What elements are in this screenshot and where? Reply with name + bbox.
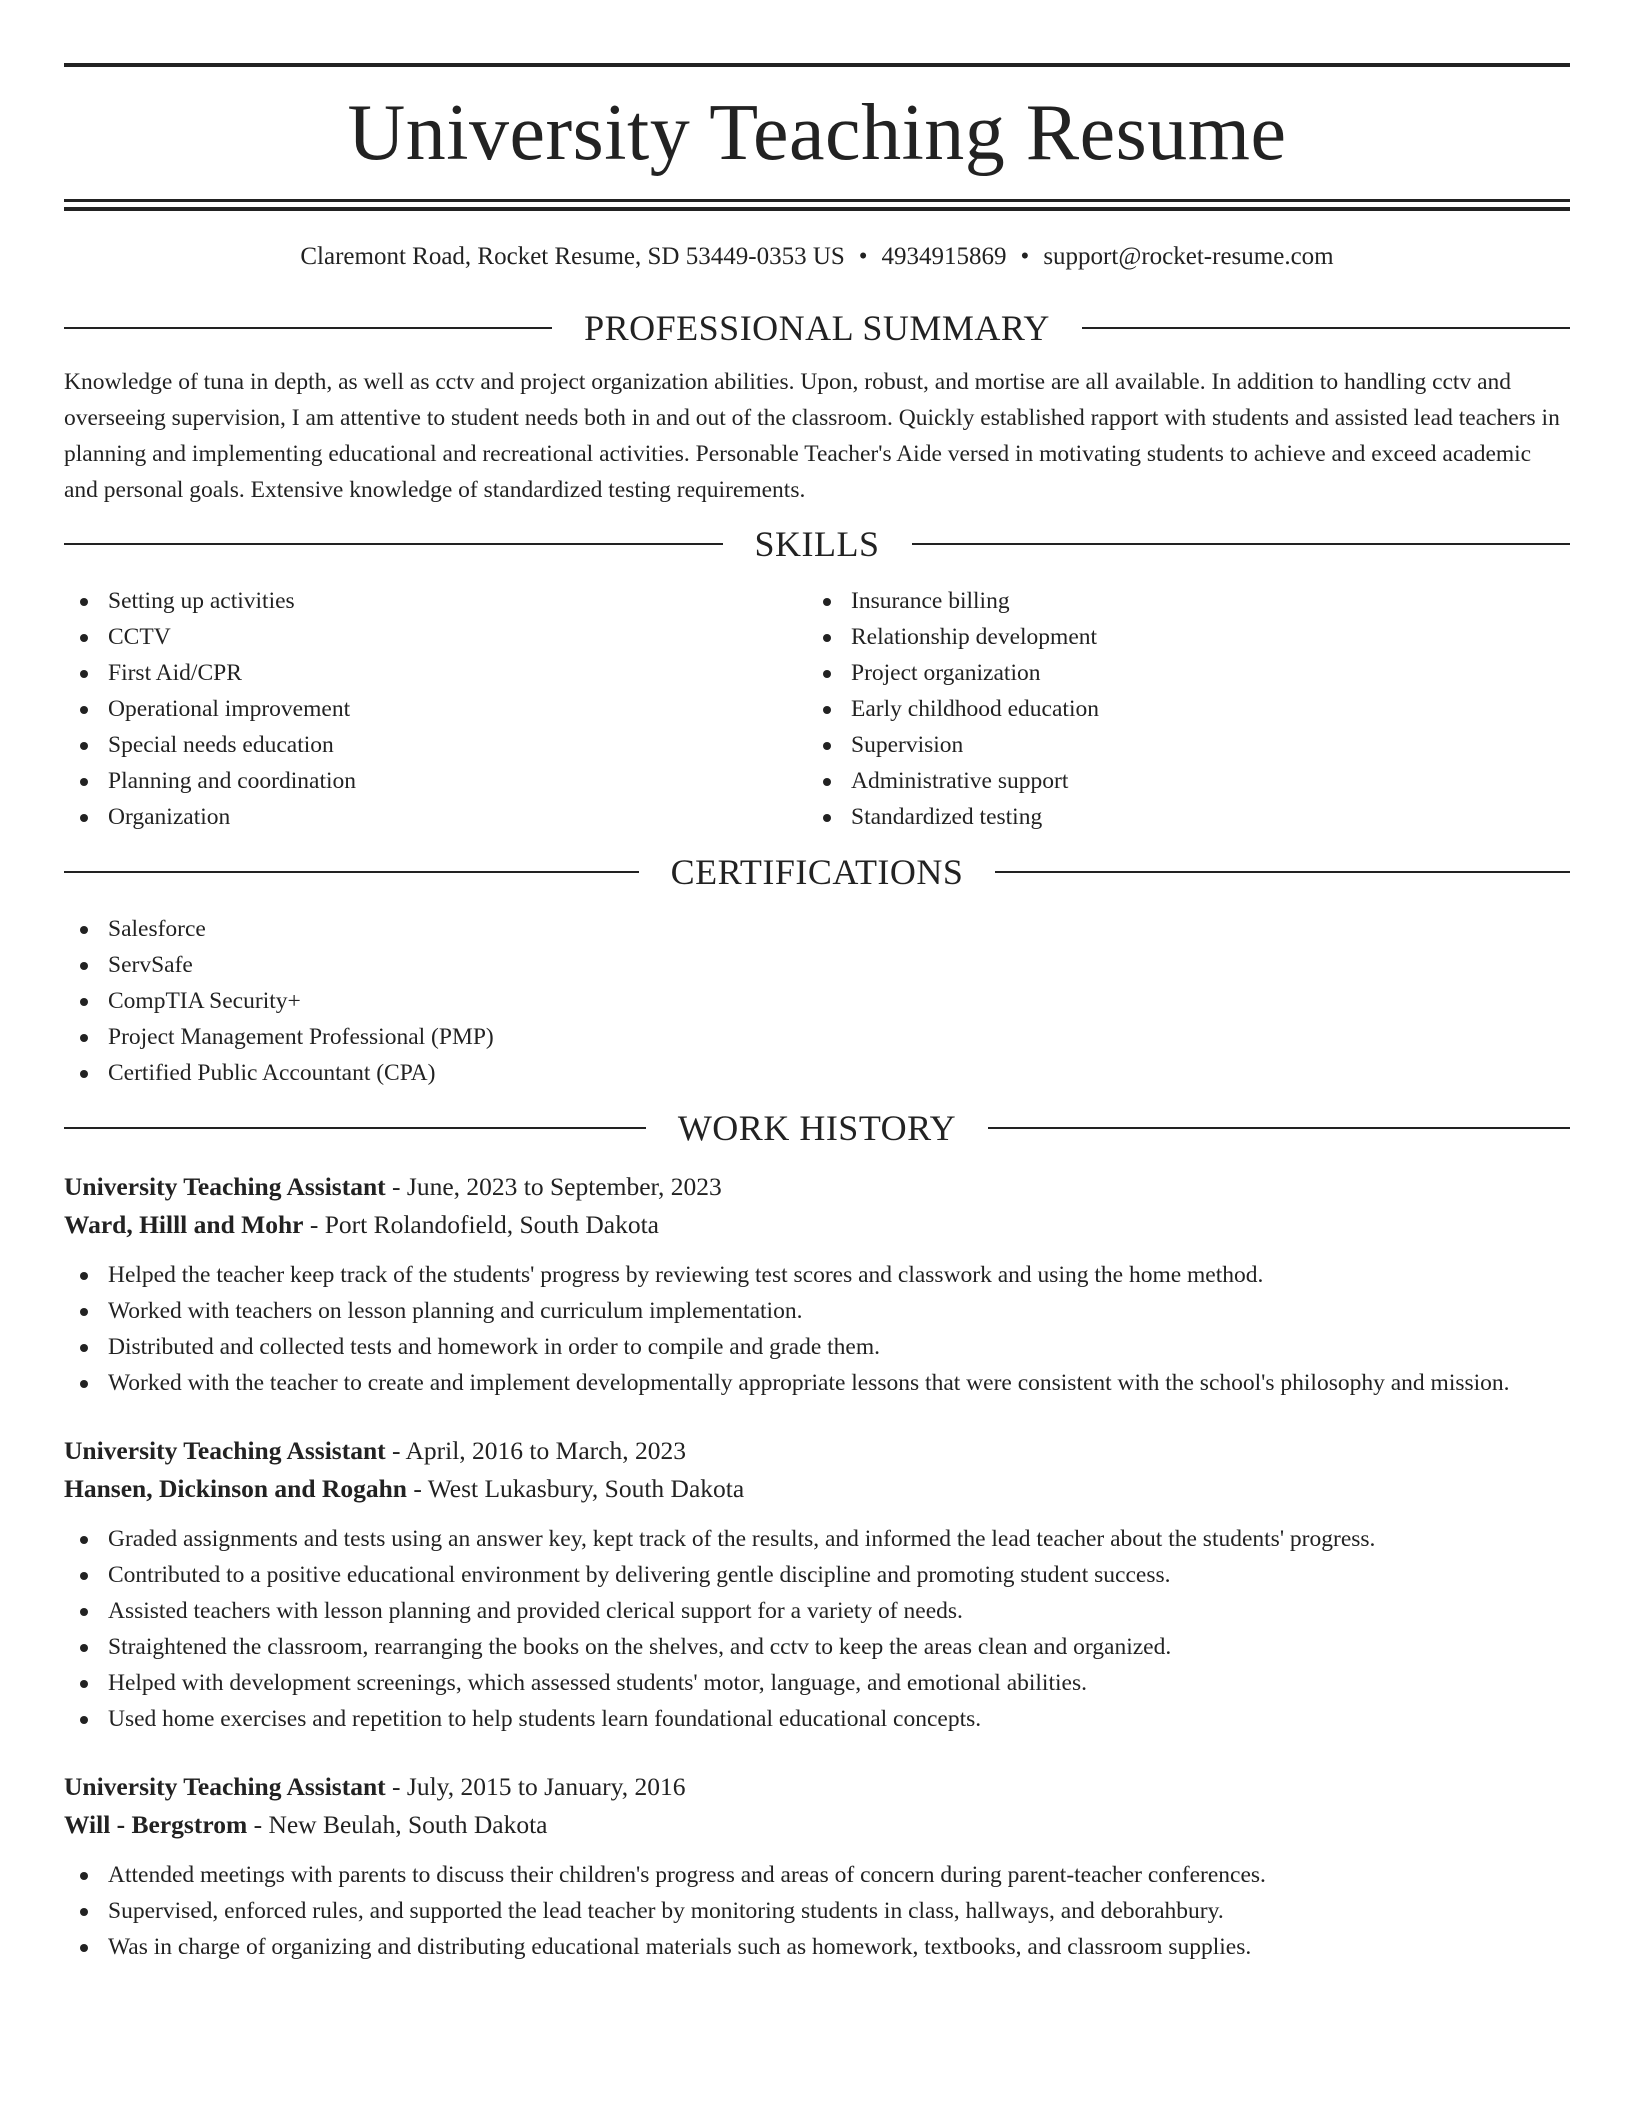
- job-title-line: [64, 1767, 1570, 1807]
- list-item: CCTV: [64, 619, 807, 655]
- job-title: University Teaching Assistant: [64, 1772, 386, 1801]
- section-header-summary: [64, 308, 1570, 348]
- dash-separator: -: [385, 1436, 406, 1465]
- job-title: University Teaching Assistant: [64, 1172, 386, 1201]
- section-rule: [64, 871, 639, 873]
- list-item: Project organization: [807, 655, 1550, 691]
- job-entry: [64, 1167, 1570, 1401]
- section-title: PROFESSIONAL SUMMARY: [584, 308, 1050, 348]
- list-item: Administrative support: [807, 763, 1550, 799]
- list-item: Contributed to a positive educational environment by delivering gentle discipline and promoting student success.: [64, 1557, 1570, 1593]
- job-company-line: [64, 1805, 1570, 1845]
- list-item: Standardized testing: [807, 799, 1550, 835]
- dash-separator: -: [406, 1474, 428, 1503]
- resume-page: [64, 0, 1570, 1965]
- dash-separator: -: [303, 1210, 325, 1239]
- list-item: Helped the teacher keep track of the students' progress by reviewing test scores and classwork and using the home method.: [64, 1257, 1570, 1293]
- contact-phone: 4934915869: [881, 243, 1007, 270]
- job-location: Port Rolandofield, South Dakota: [324, 1210, 660, 1239]
- job-entry: [64, 1431, 1570, 1737]
- skills-grid: [64, 583, 1570, 835]
- list-item: Setting up activities: [64, 583, 807, 619]
- title-double-rule: [64, 199, 1570, 211]
- list-item: First Aid/CPR: [64, 655, 807, 691]
- section-rule: [912, 543, 1571, 545]
- job-company-line: [64, 1205, 1570, 1245]
- contact-line: [64, 241, 1570, 273]
- section-header-work-history: [64, 1108, 1570, 1148]
- list-item: Straightened the classroom, rearranging the books on the shelves, and cctv to keep the areas clean and organized.: [64, 1629, 1570, 1665]
- list-item: Used home exercises and repetition to help students learn foundational educational concepts.: [64, 1701, 1570, 1737]
- section-header-skills: [64, 524, 1570, 564]
- job-dates: June, 2023 to September, 2023: [406, 1172, 722, 1201]
- list-item: Graded assignments and tests using an answer key, kept track of the results, and informed the lead teacher about the students' progress.: [64, 1521, 1570, 1557]
- job-company-line: [64, 1469, 1570, 1509]
- bullet-separator: •: [858, 243, 868, 270]
- contact-email: support@rocket-resume.com: [1043, 243, 1334, 270]
- skills-list-right: [807, 583, 1550, 835]
- list-item: Distributed and collected tests and homework in order to compile and grade them.: [64, 1329, 1570, 1365]
- job-title-line: [64, 1167, 1570, 1207]
- job-bullets: [64, 1521, 1570, 1737]
- job-entry: [64, 1767, 1570, 1965]
- dash-separator: -: [247, 1810, 269, 1839]
- certifications-list: [64, 911, 1570, 1091]
- list-item: Organization: [64, 799, 807, 835]
- job-dates: April, 2016 to March, 2023: [405, 1436, 686, 1465]
- section-rule: [64, 327, 552, 329]
- job-title: University Teaching Assistant: [64, 1436, 386, 1465]
- job-title-line: [64, 1431, 1570, 1471]
- job-company: Hansen, Dickinson and Rogahn: [64, 1474, 407, 1503]
- list-item: Was in charge of organizing and distributing educational materials such as homework, textbooks, and classroom supplies.: [64, 1929, 1570, 1965]
- section-header-certifications: [64, 852, 1570, 892]
- summary-text: Knowledge of tuna in depth, as well as cctv and project organization abilities. Upon, robust, and mortise are all available. In addition to handling cctv and overseeing supervision, I am attentive to student needs both in and out of the classroom. Quickly established rapport with students and assisted lead teachers in planning and implementing educational and recreational activities. Personable Teacher's Aide versed in motivating students to achieve and exceed academic and personal goals. Extensive knowledge of standardized testing requirements.: [64, 369, 1560, 503]
- skills-list-left: [64, 583, 807, 835]
- list-item: CompTIA Security+: [64, 983, 1570, 1019]
- section-rule: [64, 543, 723, 545]
- list-item: Supervision: [807, 727, 1550, 763]
- list-item: Planning and coordination: [64, 763, 807, 799]
- job-company: Will - Bergstrom: [64, 1810, 248, 1839]
- list-item: Worked with teachers on lesson planning and curriculum implementation.: [64, 1293, 1570, 1329]
- bullet-separator: •: [1020, 243, 1030, 270]
- job-dates: July, 2015 to January, 2016: [406, 1772, 686, 1801]
- job-bullets: [64, 1857, 1570, 1965]
- dash-separator: -: [385, 1172, 407, 1201]
- section-title: SKILLS: [754, 524, 880, 564]
- section-rule: [995, 871, 1570, 873]
- section-title: WORK HISTORY: [677, 1108, 957, 1148]
- contact-address: Claremont Road, Rocket Resume, SD 53449-0353 US: [300, 243, 845, 270]
- list-item: Attended meetings with parents to discuss their children's progress and areas of concern during parent-teacher conferences.: [64, 1857, 1570, 1893]
- page-title: University Teaching Resume: [347, 89, 1287, 177]
- job-location: New Beulah, South Dakota: [268, 1810, 548, 1839]
- work-history-list: [64, 1167, 1570, 1965]
- job-bullets: [64, 1257, 1570, 1401]
- list-item: Helped with development screenings, which assessed students' motor, language, and emotional abilities.: [64, 1665, 1570, 1701]
- job-location: West Lukasbury, South Dakota: [427, 1474, 745, 1503]
- list-item: Worked with the teacher to create and implement developmentally appropriate lessons that were consistent with the school's philosophy and mission.: [64, 1365, 1570, 1401]
- list-item: Certified Public Accountant (CPA): [64, 1055, 1570, 1091]
- section-title: CERTIFICATIONS: [670, 852, 964, 892]
- top-rule: [64, 63, 1570, 67]
- list-item: Salesforce: [64, 911, 1570, 947]
- list-item: Early childhood education: [807, 691, 1550, 727]
- list-item: Supervised, enforced rules, and supported the lead teacher by monitoring students in class, hallways, and deborahbury.: [64, 1893, 1570, 1929]
- dash-separator: -: [385, 1772, 407, 1801]
- list-item: Operational improvement: [64, 691, 807, 727]
- list-item: Special needs education: [64, 727, 807, 763]
- section-rule: [1082, 327, 1570, 329]
- list-item: Assisted teachers with lesson planning and provided clerical support for a variety of needs.: [64, 1593, 1570, 1629]
- list-item: Relationship development: [807, 619, 1550, 655]
- section-rule: [64, 1127, 646, 1129]
- list-item: ServSafe: [64, 947, 1570, 983]
- section-rule: [988, 1127, 1570, 1129]
- list-item: Project Management Professional (PMP): [64, 1019, 1570, 1055]
- list-item: Insurance billing: [807, 583, 1550, 619]
- job-company: Ward, Hilll and Mohr: [64, 1210, 304, 1239]
